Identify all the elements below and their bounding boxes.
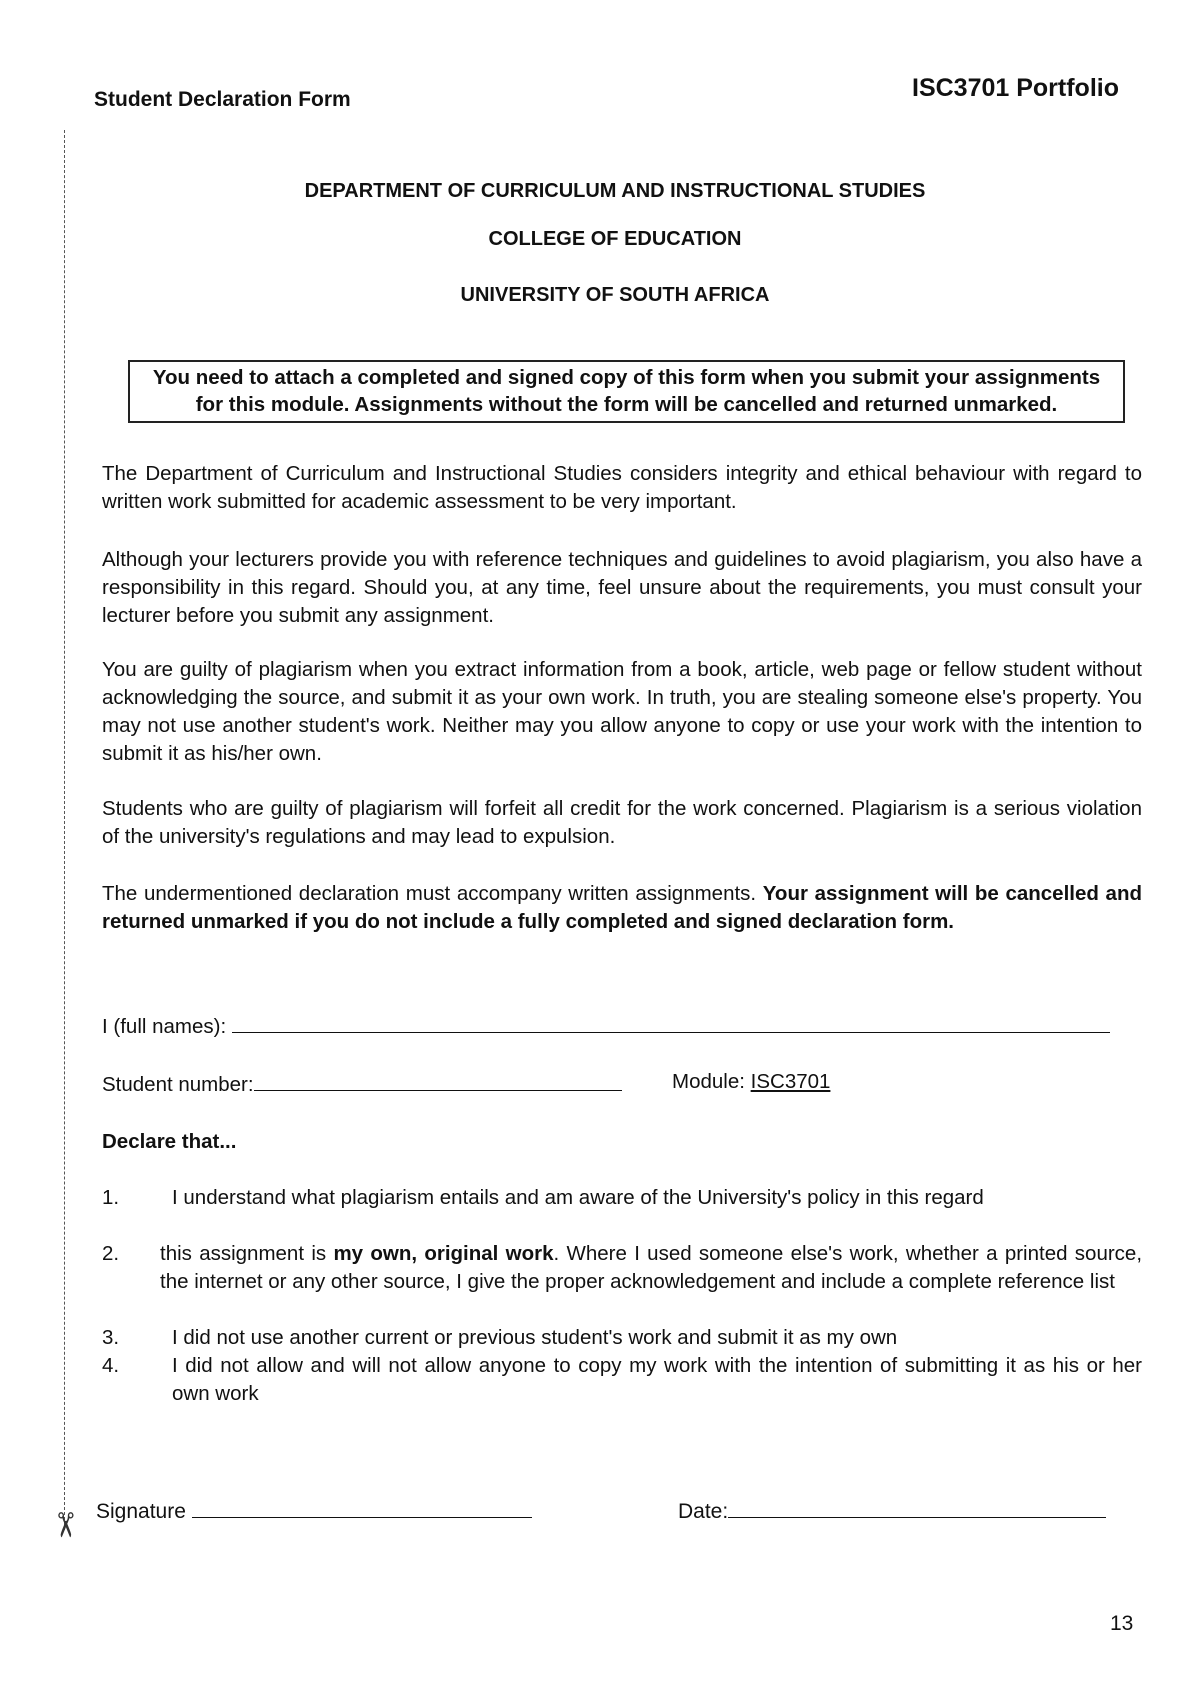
declaration-number: 4. — [102, 1354, 120, 1377]
declaration-text-part: this assignment is — [160, 1242, 334, 1265]
declare-heading: Declare that... — [102, 1130, 237, 1153]
student-number-label: Student number: — [102, 1073, 254, 1096]
paragraph-declaration-requirement — [102, 880, 1142, 936]
declaration-emphasis: my own, original work — [333, 1242, 554, 1265]
declaration-item — [102, 1324, 1142, 1352]
declaration-text: I understand what plagiarism entails and am aware of the University's policy in this regard — [172, 1186, 984, 1209]
module-value: ISC3701 — [750, 1070, 831, 1093]
paragraph-responsibility: Although your lecturers provide you with reference techniques and guidelines to avoid plagiarism, you also have a responsibility in this regard. Should you, at any time, feel unsure about the requirements, you must consult your lecturer before you submit any assignment. — [102, 548, 1142, 627]
student-number-field[interactable] — [254, 1070, 622, 1091]
module-label: Module: — [672, 1070, 745, 1093]
declaration-text — [160, 1240, 1142, 1296]
department-heading: DEPARTMENT OF CURRICULUM AND INSTRUCTIONAL STUDIES — [304, 180, 926, 202]
paragraph-plagiarism-definition: You are guilty of plagiarism when you extract information from a book, article, web page or fellow student without acknowledging the source, and submit it as your own work. In truth, you are stealing someone else's property. You may not use another student's work. Neither may you allow anyone to copy or use your work with the intention to submit it as his/her own. — [102, 658, 1142, 765]
date-row — [678, 1497, 1106, 1524]
form-title: Student Declaration Form — [94, 88, 351, 111]
scissors-icon: ✂ — [45, 1510, 84, 1540]
declaration-text: I did not allow and will not allow anyone to copy my work with the intention of submitting it as his or her own work — [172, 1354, 1142, 1405]
signature-row — [96, 1497, 532, 1524]
declaration-item — [102, 1352, 1142, 1408]
full-names-row — [102, 1012, 1110, 1039]
portfolio-title: ISC3701 Portfolio — [912, 74, 1119, 102]
declaration-item — [102, 1184, 1142, 1240]
student-number-row — [102, 1070, 622, 1097]
declaration-warning-text: Your assignment will be cancelled and returned unmarked if you do not include a fully completed and signed declaration form. — [102, 882, 1142, 933]
cut-line-divider — [64, 130, 65, 1530]
notice-box: You need to attach a completed and signed copy of this form when you submit your assignments for this module. Assignments without the form will be cancelled and returned unmarked. — [128, 360, 1125, 423]
page-number: 13 — [1110, 1612, 1134, 1635]
signature-label: Signature — [96, 1500, 186, 1523]
date-label: Date: — [678, 1500, 729, 1523]
full-names-field[interactable] — [232, 1012, 1110, 1033]
declaration-text: I did not use another current or previous student's work and submit it as my own — [172, 1326, 898, 1349]
module-row — [672, 1070, 830, 1094]
signature-field[interactable] — [192, 1497, 532, 1518]
paragraph-penalty: Students who are guilty of plagiarism will forfeit all credit for the work concerned. Plagiarism is a serious violation of the university's regulations and may lead to expulsion. — [102, 797, 1142, 848]
declaration-requirement-text: The undermentioned declaration must accompany written assignments. — [102, 882, 763, 905]
full-names-label: I (full names): — [102, 1015, 227, 1038]
date-field[interactable] — [728, 1497, 1106, 1518]
college-heading: COLLEGE OF EDUCATION — [488, 228, 742, 250]
declaration-number: 2. — [102, 1242, 120, 1265]
declaration-number: 3. — [102, 1326, 120, 1349]
declaration-item — [102, 1240, 1142, 1324]
declaration-number: 1. — [102, 1186, 120, 1209]
university-heading: UNIVERSITY OF SOUTH AFRICA — [460, 284, 770, 306]
declaration-text-part: . Where I used someone else's work, whether a printed source, the internet or any other source, I give the proper acknowledgement and include a complete reference list — [160, 1242, 1143, 1293]
paragraph-integrity: The Department of Curriculum and Instructional Studies considers integrity and ethical behaviour with regard to written work submitted for academic assessment to be very important. — [102, 462, 1142, 513]
